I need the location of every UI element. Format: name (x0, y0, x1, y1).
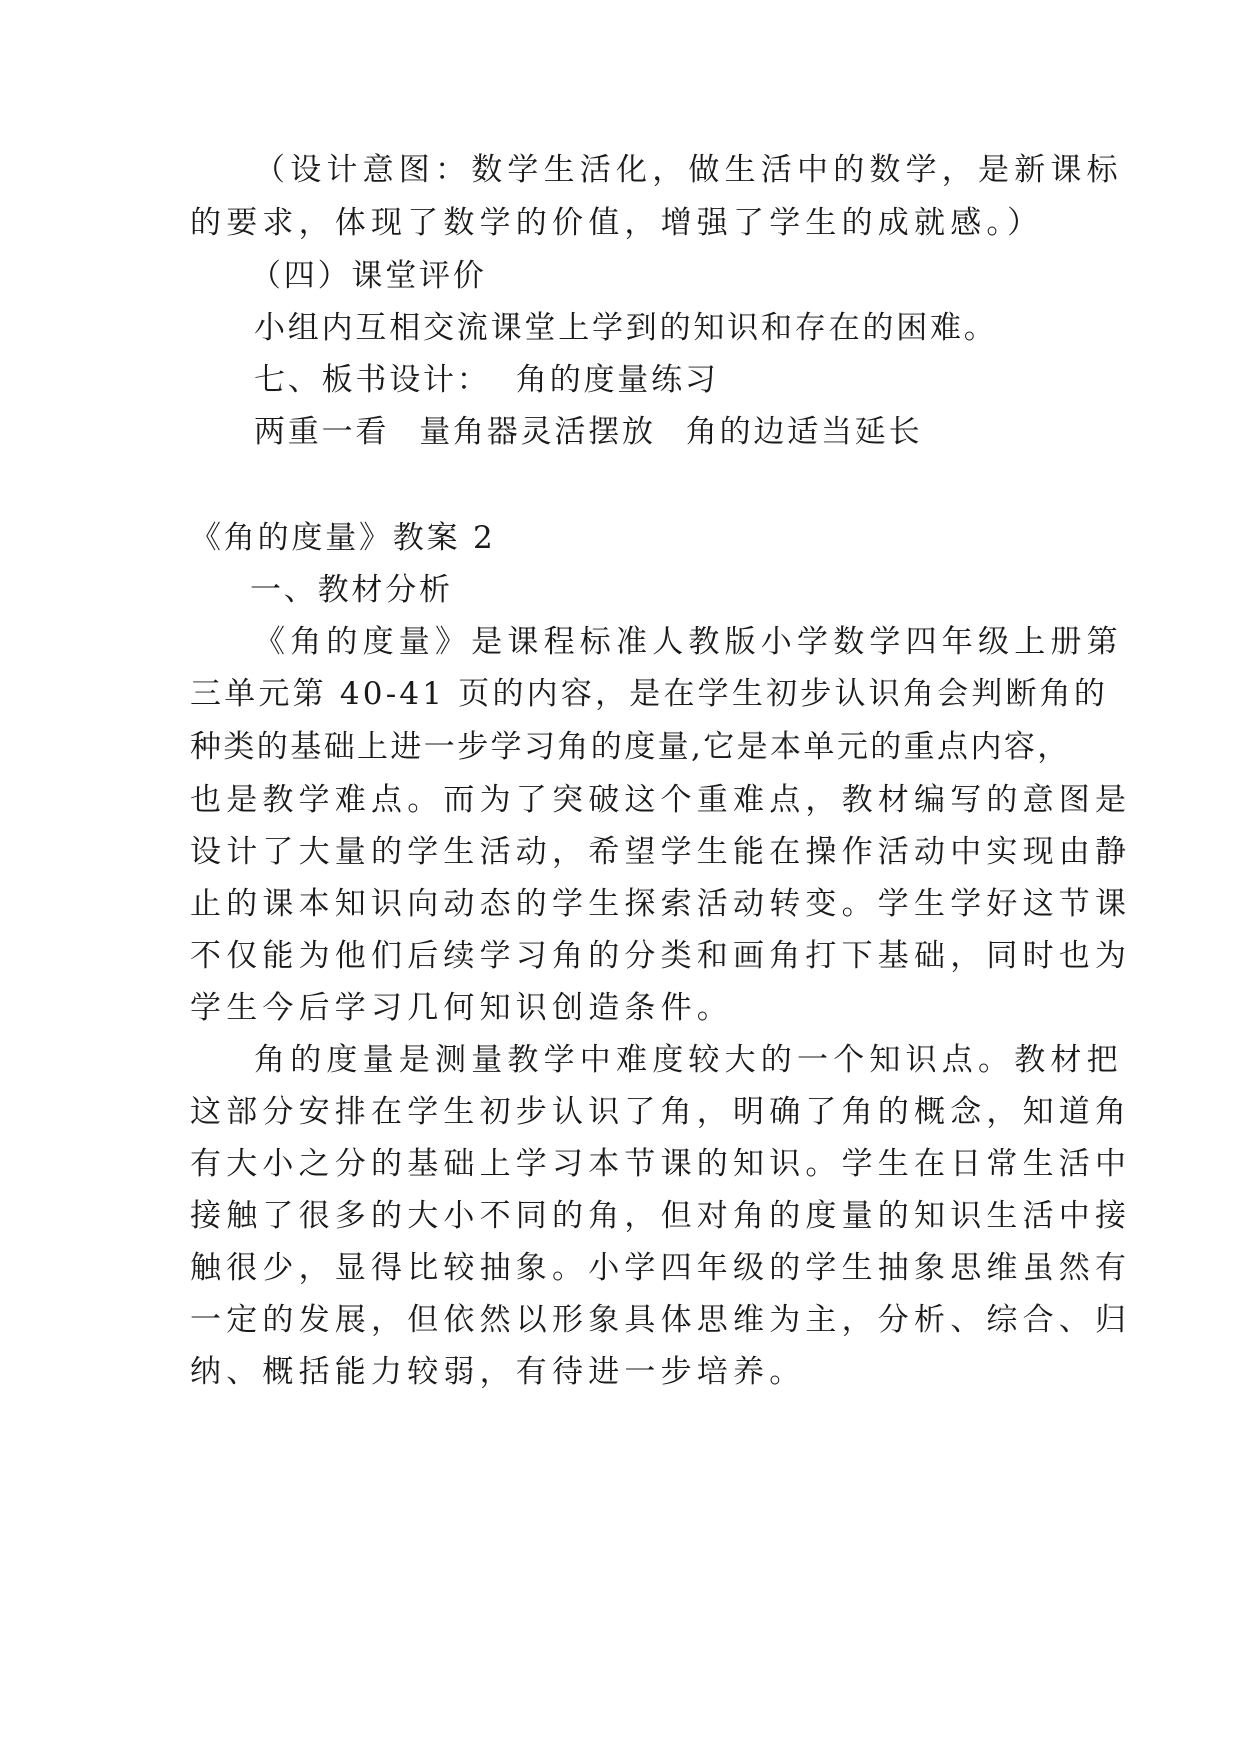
paragraph-line: 这部分安排在学生初步认识了角，明确了角的概念，知道角 (190, 1094, 1132, 1130)
board-item: 量角器灵活摆放 (419, 414, 656, 450)
paragraph-line: 《角的度量》是课程标准人教版小学数学四年级上册第 (254, 624, 1123, 660)
paragraph-line: 触很少，显得比较抽象。小学四年级的学生抽象思维虽然有 (190, 1250, 1132, 1286)
paragraph-line: 也是教学难点。而为了突破这个重难点，教材编写的意图是 (190, 782, 1132, 818)
paragraph-line: 一定的发展，但依然以形象具体思维为主，分析、综合、归 (190, 1302, 1132, 1338)
paragraph-line: 种类的基础上进一步学习角的度量,它是本单元的重点内容， (190, 729, 1071, 765)
paragraph-line: 有大小之分的基础上学习本节课的知识。学生在日常生活中 (190, 1146, 1132, 1182)
paragraph-line: 止的课本知识向动态的学生探索活动转变。学生学好这节课 (190, 886, 1132, 922)
paragraph-line: 设计了大量的学生活动，希望学生能在操作活动中实现由静 (190, 834, 1132, 870)
board-design-line (254, 412, 922, 452)
section-heading: 一、教材分析 (250, 572, 453, 608)
paragraph-line: 纳、概括能力较弱，有待进一步培养。 (190, 1354, 806, 1390)
paragraph-line: 不仅能为他们后续学习角的分类和画角打下基础，同时也为 (190, 938, 1132, 974)
paragraph-line: 三单元第 40-41 页的内容，是在学生初步认识角会判断角的 (190, 676, 1109, 712)
section-heading: （四）课堂评价 (250, 258, 487, 294)
section-heading: 七、板书设计： 角的度量练习 (254, 362, 719, 398)
board-item: 角的边适当延长 (685, 414, 923, 450)
paragraph-line: 的要求，体现了数学的价值，增强了学生的成就感。） (190, 205, 1044, 241)
paragraph-line: 角的度量是测量教学中难度较大的一个知识点。教材把 (254, 1042, 1123, 1078)
paragraph-line: 小组内互相交流课堂上学到的知识和存在的困难。 (254, 310, 998, 346)
board-item: 两重一看 (254, 414, 390, 450)
paragraph-line: 接触了很多的大小不同的角，但对角的度量的知识生活中接 (190, 1198, 1132, 1234)
paragraph-line: 学生今后学习几何知识创造条件。 (190, 990, 733, 1026)
document-title: 《角的度量》教案 2 (190, 520, 496, 556)
paragraph-line: （设计意图：数学生活化，做生活中的数学，是新课标 (254, 152, 1123, 188)
